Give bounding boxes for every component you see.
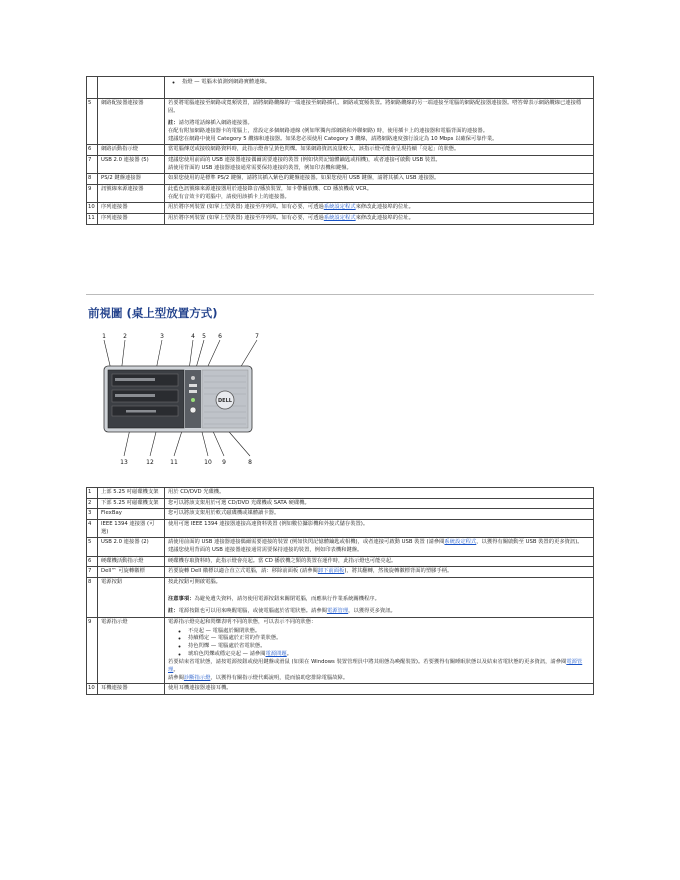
row-number: 4 (87, 520, 98, 538)
table-row (87, 145, 594, 156)
list-item: ◦ 琥珀色閃爍或穩定亮起 — 請參閱電源問題。 (188, 651, 590, 659)
cell-text: 此藍色訊號線來源連接器用於連接錄音/播放裝置，如卡帶播放機、CD 播放機或 VCR。 (168, 186, 373, 193)
text-segment: 。 (173, 667, 179, 674)
table-row (87, 520, 594, 538)
text-segment: 電源按鈕也可以用來喚醒電腦，或使電腦處於省電狀態。請參閱 (178, 608, 327, 615)
text-segment: 來修改此連接埠的位址。 (355, 215, 414, 222)
cell-text: 在配有附加網路連接器卡的電腦上，當設定多個網路連線 (例如單獨內部網路和外聯網路) 時，使用插卡上的連接器和電腦背面的連接器。 (168, 128, 489, 135)
callout-label-top: 1 (102, 333, 106, 340)
list-item: ◦ 持續穩定 — 電腦處於正常的作業狀態。 (188, 635, 590, 643)
row-label: 網路活動指示燈 (98, 145, 165, 156)
row-description (165, 567, 594, 578)
cross-reference-link[interactable]: 卸下前面板 (317, 568, 345, 575)
callout-label-bottom: 9 (222, 459, 226, 466)
row-description (165, 174, 594, 185)
row-number: 3 (87, 509, 98, 520)
row-number: 6 (87, 556, 98, 567)
cell-text: 硬碟機存取資料時，此指示燈會亮起。當 CD 播放機之類的裝置在運作時，此指示燈也可能亮起。 (168, 557, 397, 564)
table-row (87, 203, 594, 214)
callout-label-top: 2 (123, 333, 127, 340)
callout-label-top: 5 (202, 333, 206, 340)
table-row (87, 498, 594, 509)
row-number: 5 (87, 538, 98, 556)
computer-chassis (104, 366, 252, 432)
row-label: 網路配接器連接器 (98, 99, 165, 145)
cell-text: 建議您使用背面的 USB 連接器連接通常需要保持連接的裝置，例如印表機和鍵盤。 (168, 547, 363, 554)
row-number: 9 (87, 185, 98, 203)
computer-front-figure (92, 330, 282, 470)
caution-text: 為避免遺失資料，請勿使用電源按鈕來關閉電腦，而應執行作業系統關機程序。 (194, 595, 380, 602)
list-item: ◦ 指燈 — 電腦未偵測到網路實體連線。 (182, 79, 590, 87)
link-power-problems[interactable]: 電源問題 (265, 650, 287, 657)
row-label: 上部 5.25 吋磁碟機支架 (98, 488, 165, 499)
cross-reference-link[interactable]: 電源管理 (168, 659, 583, 674)
table-row (87, 538, 594, 556)
row-number: 7 (87, 567, 98, 578)
text-segment: ，以獲得有關指示燈代碼說明，從而協助您排除電腦故障。 (210, 674, 349, 681)
row-label: 硬碟機活動指示燈 (98, 556, 165, 567)
row-number: 8 (87, 578, 98, 618)
text-segment: 用於將序列裝置 (如掌上型裝置) 連接至序列埠。如有必要，可透過 (168, 204, 324, 211)
cell-text: 用於 CD/DVD 光碟機。 (168, 489, 225, 495)
text-segment: ，以獲得有關啟動至 USB 裝置的更多資訊)。 (476, 539, 583, 546)
table-row (87, 578, 594, 618)
table-continuation (86, 76, 594, 99)
row-number: 5 (87, 99, 98, 145)
row-label: Dell™ 可旋轉徽標 (98, 567, 165, 578)
text-segment: 來修改此連接埠的位址。 (355, 204, 414, 211)
row-label: 電源指示燈 (98, 618, 165, 684)
row-number: 10 (87, 203, 98, 214)
table-row (87, 567, 594, 578)
cell-text: 在配有音效卡的電腦中，請使用該插卡上的連接器。 (168, 193, 290, 200)
cell-text: 您可以將該支架用於軟式磁碟機或媒體讀卡器。 (168, 510, 280, 517)
note-label: 註： (168, 608, 179, 615)
cell-text: 如果您使用的是標準 PS/2 鍵盤，請將其插入紫色的鍵盤連接器。如果您使用 USB 鍵盤，請將其插入 USB 連接器。 (168, 175, 440, 182)
cell-text (168, 659, 590, 674)
note (168, 120, 590, 128)
note-text: 請勿將電話線插入網路連接器。 (178, 120, 253, 127)
row-label: USB 2.0 連接器 (2) (98, 538, 165, 556)
svg-text:DELL: DELL (218, 398, 232, 404)
row-description (165, 556, 594, 567)
callout-label-top: 6 (218, 333, 222, 340)
callout-label-bottom: 8 (248, 459, 252, 466)
row-number: 9 (87, 618, 98, 684)
cell-text: 按此按鈕可開啟電腦。 (168, 579, 221, 586)
callout-label-bottom: 11 (170, 459, 178, 466)
row-label: 訊號線來源連接器 (98, 185, 165, 203)
cell-text: 您可以將該支架用於可選 CD/DVD 光碟機或 SATA 硬碟機。 (168, 499, 310, 506)
row-description (165, 684, 594, 695)
section-title: 前視圖 (桌上型放置方式) (88, 306, 218, 320)
row-number: 1 (87, 488, 98, 499)
note-label: 註： (168, 120, 179, 127)
table-row (87, 684, 594, 695)
row-description (165, 99, 594, 145)
caution-label: 注意事項： (168, 595, 195, 602)
row-label: 電源按鈕 (98, 578, 165, 618)
cell-text (168, 568, 590, 576)
row-number: 11 (87, 214, 98, 225)
table-row (87, 156, 594, 174)
cross-reference-link[interactable]: 系統設定程式 (323, 215, 356, 222)
row-description (165, 498, 594, 509)
row-label: 序列連接器 (98, 214, 165, 225)
list-item: ◦ 持色閃爍 — 電腦處於省電狀態。 (188, 643, 590, 651)
row-description (165, 156, 594, 174)
status-list (188, 628, 590, 659)
table-row (87, 99, 594, 145)
table-row (87, 618, 594, 684)
cell-text (168, 215, 590, 223)
cross-reference-link[interactable]: 電源管理 (326, 608, 349, 615)
cross-reference-link[interactable]: 診斷指示燈 (183, 674, 211, 681)
cell-text (168, 204, 590, 212)
table-row (87, 214, 594, 225)
row-description (165, 214, 594, 225)
row-description (165, 578, 594, 618)
callout-label-top: 3 (160, 333, 164, 340)
section-divider (86, 294, 594, 295)
note (168, 608, 590, 616)
cell-text (168, 539, 590, 547)
row-number: 10 (87, 684, 98, 695)
callout-label-bottom: 10 (204, 459, 212, 466)
callout-label-bottom: 13 (120, 459, 128, 466)
row-label: 下部 5.25 吋磁碟機支架 (98, 498, 165, 509)
cell-text: 建議您在網路中使用 Category 5 纜線和連接器。如果您必須使用 Category 3 纜線，請將網路速度強行設定為 10 Mbps 以確保可靠作業。 (168, 135, 498, 142)
connector-table-back (86, 98, 594, 225)
text-segment: 若要結束省電狀態，請按電源按鈕或使用鍵盤或滑鼠 (如果在 Windows 裝置管理員中將其組態為喚醒裝置)。若要獲得有關睡眠狀態以及結束省電狀態的更多資訊，請參閱 (168, 659, 567, 666)
row-description (165, 488, 594, 499)
callout-label-top: 7 (255, 333, 259, 340)
cell-text: 當電腦傳送或接收網路資料時，此指示燈會呈黃色閃爍。如果網路資訊流量較大，該指示燈可能會呈現持續「亮起」的狀態。 (168, 146, 460, 153)
text-segment: 若要旋轉 Dell 徽標以適合直立式電腦，請：移除前面板 (請參閱 (168, 568, 318, 575)
row-description (165, 203, 594, 214)
row-label: 序列連接器 (98, 203, 165, 214)
text-segment: 用於將序列裝置 (如掌上型裝置) 連接至序列埠。如有必要，可透過 (168, 215, 324, 222)
spacer (168, 587, 590, 592)
cell-text: 若要將電腦連接至網路或寬頻裝置，請將網路纜線的一端連接至網路插孔、網路或寬頻裝置。將網路纜線的另一端連接至電腦的網路配接器連接器。嗒答聲表示網路纜線已連接穩固。 (168, 100, 582, 114)
row-label: PS/2 鍵盤連接器 (98, 174, 165, 185)
row-description (165, 538, 594, 556)
caution-note (168, 596, 590, 604)
cross-reference-link[interactable]: 系統設定程式 (444, 539, 477, 546)
table-row (87, 488, 594, 499)
cell-text: 建議您使用前面的 USB 連接器連接偶爾需要連接的裝置 (例如快閃記憶體鑰匙或相機)，或者連接可啟動 USB 裝置。 (168, 157, 441, 164)
list-item: ◦ 不亮起 — 電腦處於關閉狀態。 (188, 628, 590, 636)
row-description (165, 509, 594, 520)
row-number: 7 (87, 156, 98, 174)
callout-label-top: 4 (191, 333, 195, 340)
text-segment: )，將其翻轉，然後旋轉徽標背面的塑膠手柄。 (344, 568, 453, 575)
callout-label-bottom: 12 (146, 459, 154, 466)
row-label: USB 2.0 連接器 (5) (98, 156, 165, 174)
table-row (87, 509, 594, 520)
text-segment: 請使用前面的 USB 連接器連接偶爾需要連接的裝置 (例如快閃記憶體鑰匙或相機)，或者連接可啟動 USB 裝置 (請參閱 (168, 539, 445, 546)
text-segment: 請參閱 (168, 674, 184, 681)
cross-reference-link[interactable]: 系統設定程式 (323, 204, 356, 211)
row-description (165, 185, 594, 203)
table-row (87, 174, 594, 185)
cell-text: 電源指示燈亮起和閃爍表明不同的狀態，可以表示不同的狀態： (168, 619, 317, 626)
cell-text: 使用可選 IEEE 1394 連接器連接高速資料裝置 (例如數位攝影機和外接式儲存裝置)。 (168, 521, 369, 528)
row-description (165, 618, 594, 684)
text-segment: ，以獲得更多資訊。 (348, 608, 396, 615)
cell-text (168, 675, 590, 683)
row-number: 8 (87, 174, 98, 185)
row-number: 2 (87, 498, 98, 509)
cell-text: 使用耳機連接器連接耳機。 (168, 685, 232, 692)
cell-text: 請使用背面的 USB 連接器連接通常需要保持連接的裝置，例如印表機和鍵盤。 (168, 164, 352, 171)
row-number: 6 (87, 145, 98, 156)
row-label: FlexBay (98, 509, 165, 520)
connector-table-front (86, 487, 594, 695)
row-description (165, 520, 594, 538)
row-label: 耳機連接器 (98, 684, 165, 695)
row-description (165, 145, 594, 156)
list-wrap (168, 628, 590, 659)
table-row (87, 185, 594, 203)
table-row (87, 556, 594, 567)
row-label: IEEE 1394 連接器 (可選) (98, 520, 165, 538)
